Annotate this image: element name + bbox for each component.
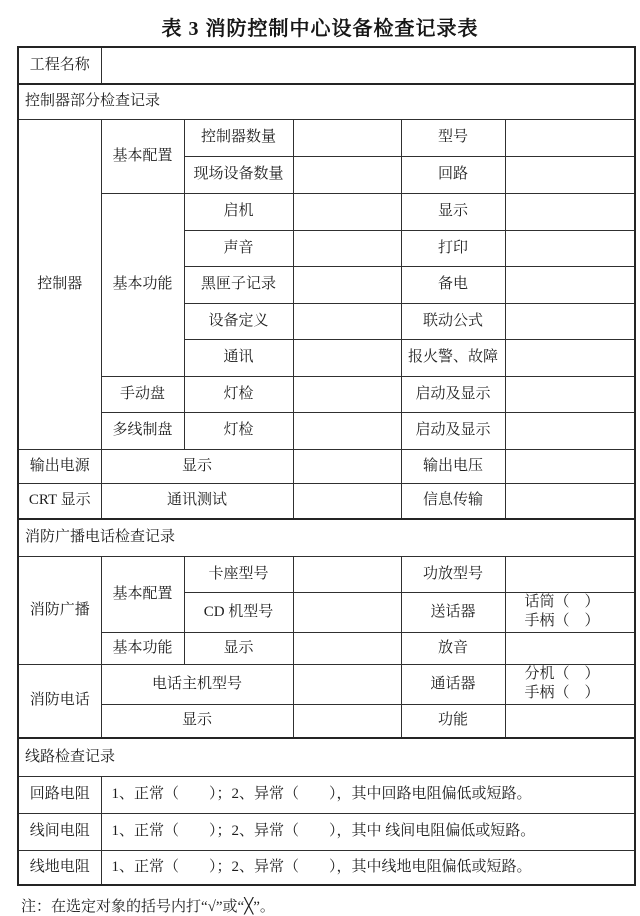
basic-config-label: 基本配置 <box>101 119 184 193</box>
item-label: 卡座型号 <box>184 556 293 592</box>
spec-label: 送话器 <box>401 592 505 632</box>
spec-label: 备电 <box>401 266 505 303</box>
manual-panel-label: 手动盘 <box>101 376 184 412</box>
value-cell <box>505 156 635 193</box>
value-cell <box>505 303 635 339</box>
value-cell <box>293 193 401 230</box>
value-cell <box>293 632 401 664</box>
spec-label: 输出电压 <box>401 449 505 483</box>
output-power-label: 输出电源 <box>18 449 101 483</box>
value-cell <box>505 704 635 738</box>
value-cell <box>293 556 401 592</box>
item-label: 灯检 <box>184 412 293 449</box>
multi-line-panel-label: 多线制盘 <box>101 412 184 449</box>
value-cell <box>505 412 635 449</box>
item-label: 黑匣子记录 <box>184 266 293 303</box>
footnote: 注：在选定对象的括号内打“√”或“╳”。 <box>21 899 275 915</box>
spec-label: 通话器 <box>401 664 505 704</box>
spec-label: 型号 <box>401 119 505 156</box>
value-cell <box>293 303 401 339</box>
option-cell <box>505 664 635 704</box>
value-cell <box>505 632 635 664</box>
value-cell <box>293 592 401 632</box>
spec-label: 报火警、故障 <box>401 339 505 376</box>
spec-label: 信息传输 <box>401 483 505 519</box>
value-cell <box>505 449 635 483</box>
spec-label: 打印 <box>401 230 505 266</box>
crt-display-label: CRT 显示 <box>18 483 101 519</box>
spec-label: 启动及显示 <box>401 412 505 449</box>
basic-function-label: 基本功能 <box>101 632 184 664</box>
value-cell <box>293 483 401 519</box>
section-heading-broadcast-phone: 消防广播电话检查记录 <box>18 519 635 556</box>
item-label: 显示 <box>184 632 293 664</box>
value-cell <box>293 449 401 483</box>
item-label: 显示 <box>101 449 293 483</box>
value-cell <box>505 483 635 519</box>
value-cell <box>293 376 401 412</box>
value-cell <box>293 119 401 156</box>
resistance-result-text: 1、正常（ ）；2、异常（ ），其中回路电阻偏低或短路。 <box>101 776 635 813</box>
item-label: 灯检 <box>184 376 293 412</box>
value-cell <box>293 339 401 376</box>
value-cell <box>505 556 635 592</box>
value-cell <box>293 664 401 704</box>
basic-config-label: 基本配置 <box>101 556 184 632</box>
fire-phone-group-label: 消防电话 <box>18 664 101 738</box>
value-cell <box>505 119 635 156</box>
option-line-handle: 手柄（ ） <box>524 613 600 629</box>
controller-group-label: 控制器 <box>18 119 101 449</box>
section-heading-line-check: 线路检查记录 <box>18 738 635 776</box>
item-label: 控制器数量 <box>184 119 293 156</box>
page-title: 表 3 消防控制中心设备检查记录表 <box>161 18 479 40</box>
option-line-extension: 分机（ ） <box>524 665 600 682</box>
item-label: 显示 <box>101 704 293 738</box>
basic-function-label: 基本功能 <box>101 193 184 376</box>
spec-label: 联动公式 <box>401 303 505 339</box>
resistance-result-text: 1、正常（ ）；2、异常（ ），其中线地电阻偏低或短路。 <box>101 850 635 885</box>
item-label: 通讯测试 <box>101 483 293 519</box>
resistance-label: 线间电阻 <box>18 813 101 850</box>
item-label: 声音 <box>184 230 293 266</box>
value-cell <box>293 156 401 193</box>
value-cell <box>505 230 635 266</box>
spec-label: 功能 <box>401 704 505 738</box>
section-heading-controller: 控制器部分检查记录 <box>18 84 635 119</box>
spec-label: 功放型号 <box>401 556 505 592</box>
option-cell <box>505 592 635 632</box>
value-cell <box>293 704 401 738</box>
item-label: 设备定义 <box>184 303 293 339</box>
spec-label: 回路 <box>401 156 505 193</box>
item-label: 现场设备数量 <box>184 156 293 193</box>
spec-label: 显示 <box>401 193 505 230</box>
spec-label: 放音 <box>401 632 505 664</box>
fire-broadcast-group-label: 消防广播 <box>18 556 101 664</box>
value-cell <box>505 266 635 303</box>
value-cell <box>293 230 401 266</box>
value-cell <box>293 266 401 303</box>
project-name-value-cell <box>101 47 635 84</box>
option-line-handle: 手柄（ ） <box>524 685 600 701</box>
value-cell <box>505 339 635 376</box>
item-label: CD 机型号 <box>184 592 293 632</box>
option-line-mic: 话筒（ ） <box>524 593 600 610</box>
spec-label: 启动及显示 <box>401 376 505 412</box>
resistance-label: 线地电阻 <box>18 850 101 885</box>
resistance-label: 回路电阻 <box>18 776 101 813</box>
project-name-label: 工程名称 <box>18 47 101 84</box>
resistance-result-text: 1、正常（ ）；2、异常（ ），其中 线间电阻偏低或短路。 <box>101 813 635 850</box>
item-label: 启机 <box>184 193 293 230</box>
value-cell <box>293 412 401 449</box>
item-label: 电话主机型号 <box>101 664 293 704</box>
value-cell <box>505 193 635 230</box>
value-cell <box>505 376 635 412</box>
inspection-record-table <box>17 46 636 886</box>
item-label: 通讯 <box>184 339 293 376</box>
